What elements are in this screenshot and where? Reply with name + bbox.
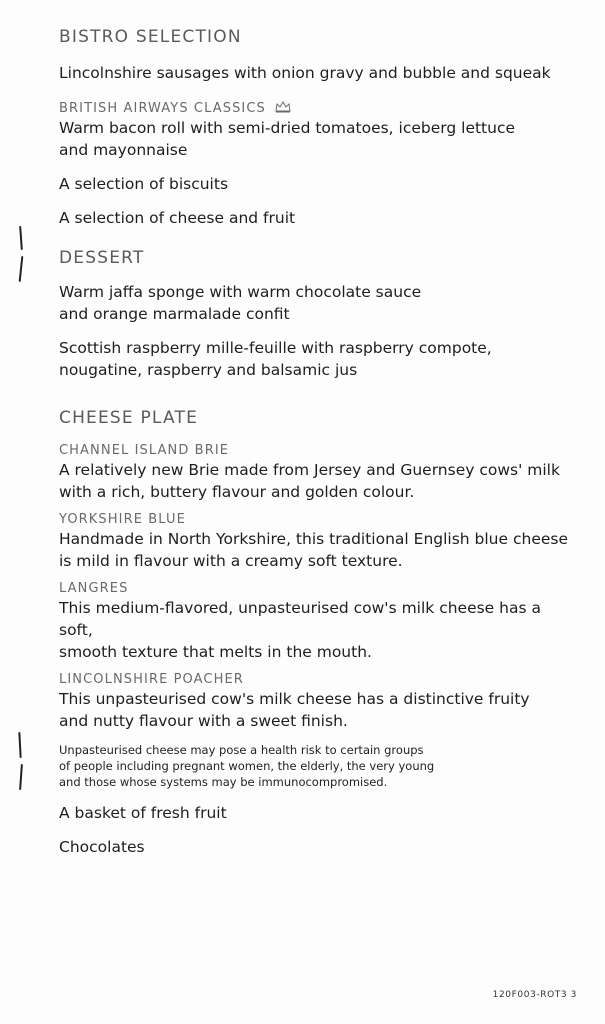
menu-item: A selection of cheese and fruit [59,209,296,227]
classics-heading [59,97,579,117]
section-title-dessert: DESSERT [59,248,145,268]
binding-mark [19,256,24,282]
cheese-name: CHANNEL ISLAND BRIE [59,443,230,458]
health-warning-note: Unpasteurised cheese may pose a health risk to certain groups of people including pregnant women, the elderly, the very young and those whose systems may be immunocompromised. [59,743,435,789]
classics-label: BRITISH AIRWAYS CLASSICS [59,101,266,116]
menu-item: A basket of fresh fruit [59,804,227,822]
cheese-description: A relatively new Brie made from Jersey and Guernsey cows' milk with a rich, buttery flavour and golden colour. [59,461,560,501]
cheese-description: Handmade in North Yorkshire, this traditional English blue cheese is mild in flavour with a creamy soft texture. [59,530,569,570]
page-code: 120F003-ROT3 3 [492,990,577,1000]
menu-item: Scottish raspberry mille-feuille with raspberry compote, nougatine, raspberry and balsamic jus [59,339,492,379]
cheese-name: LANGRES [59,581,129,596]
binding-mark [18,732,21,758]
cheese-description: This medium-flavored, unpasteurised cow's milk cheese has a soft, smooth texture that melts in the mouth. [59,599,541,661]
menu-item: Warm bacon roll with semi-dried tomatoes, iceberg lettuce and mayonnaise [59,119,516,159]
section-title-bistro: BISTRO SELECTION [59,27,242,47]
section-title-cheese: CHEESE PLATE [59,408,199,428]
menu-item: Chocolates [59,838,145,856]
cheese-description: This unpasteurised cow's milk cheese has a distinctive fruity and nutty flavour with a sweet finish. [59,690,530,730]
menu-item: A selection of biscuits [59,175,229,193]
menu-content [59,26,579,858]
binding-mark [19,226,23,250]
crown-icon [275,101,291,113]
cheese-name: YORKSHIRE BLUE [59,512,186,527]
menu-item: Lincolnshire sausages with onion gravy and bubble and squeak [59,64,551,82]
cheese-name: LINCOLNSHIRE POACHER [59,672,244,687]
menu-item: Warm jaffa sponge with warm chocolate sauce and orange marmalade confit [59,283,422,323]
binding-mark [19,764,23,790]
